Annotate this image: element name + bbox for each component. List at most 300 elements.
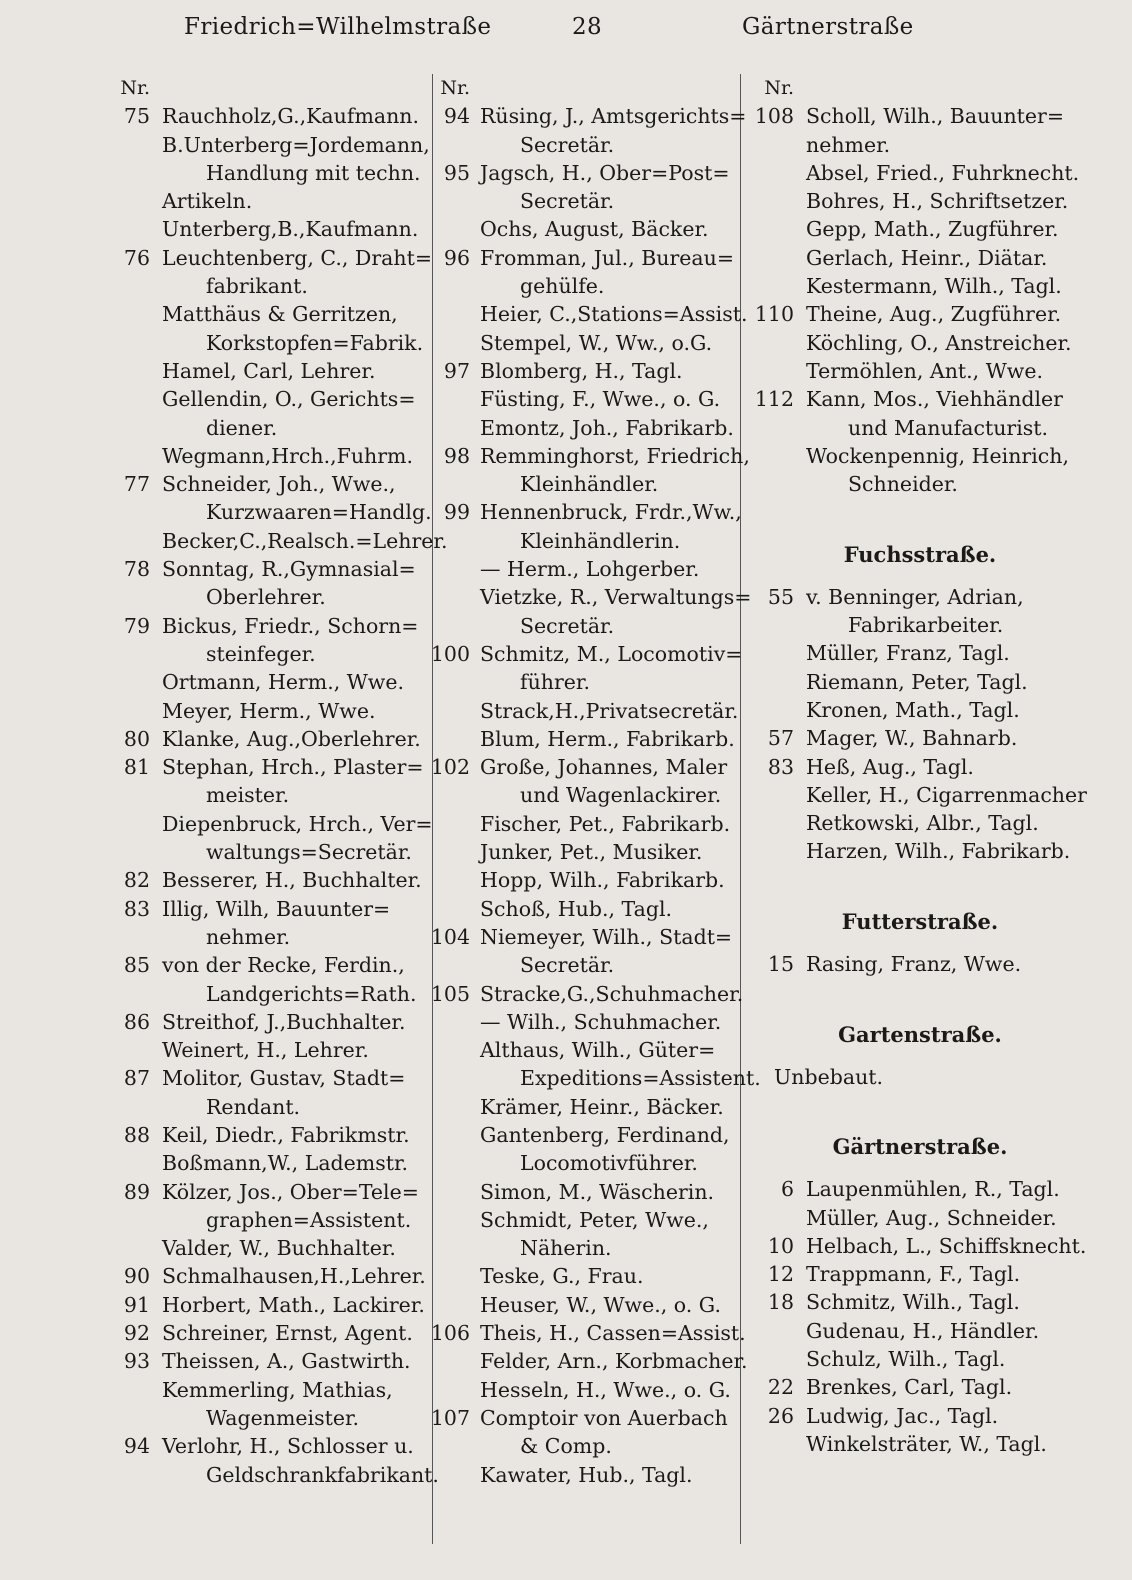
- directory-entry: [106, 442, 424, 470]
- directory-entry: [750, 696, 1090, 724]
- directory-entry: [750, 1402, 1090, 1430]
- directory-entry: [430, 923, 740, 951]
- entry-text: Schneider, Joh., Wwe.,: [162, 472, 396, 497]
- entry-text: Verlohr, H., Schlosser u.: [162, 1434, 414, 1459]
- entry-text: Winkelsträter, W., Tagl.: [806, 1431, 1047, 1456]
- directory-entry: [106, 838, 424, 866]
- entry-text: Strack,H.,Privatsecretär.: [480, 698, 739, 723]
- directory-entry: [430, 272, 740, 300]
- entry-text: Vietzke, R., Verwaltungs=: [480, 585, 752, 610]
- entry-text: Secretär.: [520, 613, 615, 638]
- directory-entry: [430, 1234, 740, 1262]
- house-number: 18: [767, 1290, 794, 1315]
- entry-text: Wegmann,Hrch.,Fuhrm.: [162, 443, 414, 468]
- entry-text: — Wilh., Schuhmacher.: [480, 1009, 722, 1034]
- entry-text: Blomberg, H., Tagl.: [480, 358, 683, 383]
- directory-entry: [430, 1319, 746, 1347]
- directory-entry: [430, 1262, 740, 1290]
- directory-entry: [430, 555, 740, 583]
- entry-text: Secretär.: [520, 189, 615, 214]
- directory-entry: [430, 612, 740, 640]
- entry-text: Riemann, Peter, Tagl.: [806, 669, 1028, 694]
- house-number: 57: [767, 726, 794, 751]
- entry-text: Stracke,G.,Schuhmacher.: [480, 981, 744, 1006]
- directory-entry: [106, 980, 424, 1008]
- entry-text: Geldschrankfabrikant.: [206, 1462, 439, 1487]
- house-number: 95: [443, 160, 470, 185]
- house-number: 99: [443, 500, 470, 525]
- entry-text: Oberlehrer.: [206, 585, 326, 610]
- directory-entry: [750, 131, 1090, 159]
- entry-text: diener.: [206, 415, 278, 440]
- entry-text: Emontz, Joh., Fabrikarb.: [480, 415, 734, 440]
- entry-text: Keil, Diedr., Fabrikmstr.: [162, 1122, 410, 1147]
- entry-text: waltungs=Secretär.: [206, 840, 412, 865]
- house-number: 22: [767, 1375, 794, 1400]
- entry-text: Rüsing, J., Amtsgerichts=: [480, 104, 747, 129]
- entry-text: Junker, Pet., Musiker.: [480, 840, 703, 865]
- entry-text: Hamel, Carl, Lehrer.: [162, 358, 376, 383]
- house-number: 6: [780, 1177, 794, 1202]
- directory-entry: [430, 1121, 740, 1149]
- house-number: 15: [767, 952, 794, 977]
- entry-text: Kestermann, Wilh., Tagl.: [806, 274, 1062, 299]
- directory-entry: [106, 215, 424, 243]
- house-number: 55: [767, 584, 794, 609]
- entry-text: Schmidt, Peter, Wwe.,: [480, 1207, 709, 1232]
- entry-text: Mager, W., Bahnarb.: [806, 726, 1018, 751]
- entry-text: Kemmerling, Mathias,: [162, 1377, 393, 1402]
- directory-entry: [106, 810, 433, 838]
- entry-text: Schmalhausen,H.,Lehrer.: [162, 1264, 426, 1289]
- directory-entry: [750, 1317, 1090, 1345]
- entry-text: Gudenau, H., Händler.: [806, 1318, 1040, 1343]
- entry-text: Locomotivführer.: [520, 1151, 698, 1176]
- directory-entry: [430, 1404, 740, 1432]
- entry-text: Schmitz, M., Locomotiv=: [480, 641, 743, 666]
- directory-entry: [750, 470, 1090, 498]
- directory-entry: [106, 1008, 424, 1036]
- entry-text: Fabrikarbeiter.: [848, 613, 1004, 638]
- house-number: 83: [767, 754, 794, 779]
- house-number: 106: [430, 1321, 470, 1346]
- house-number: 12: [767, 1262, 794, 1287]
- nr-label: Nr.: [120, 77, 150, 99]
- directory-entry: [750, 159, 1090, 187]
- directory-entry: [430, 1008, 740, 1036]
- directory-entry: [430, 1093, 740, 1121]
- directory-entry: [106, 1347, 424, 1375]
- house-number: 94: [123, 1434, 150, 1459]
- directory-entry: [430, 980, 744, 1008]
- house-number: 82: [123, 868, 150, 893]
- entry-text: Trappmann, F., Tagl.: [806, 1262, 1021, 1287]
- directory-entry: [750, 244, 1090, 272]
- house-number: 78: [123, 557, 150, 582]
- directory-entry: [750, 1260, 1090, 1288]
- directory-entry: [106, 1291, 424, 1319]
- entry-text: Schmitz, Wilh., Tagl.: [806, 1290, 1020, 1315]
- column-1: [106, 74, 448, 1489]
- house-number: 79: [123, 613, 150, 638]
- entry-text: und Manufacturist.: [848, 415, 1049, 440]
- directory-entry: [430, 1036, 740, 1064]
- directory-entry: [106, 1319, 424, 1347]
- house-number: 88: [123, 1122, 150, 1147]
- entry-text: Sonntag, R.,Gymnasial=: [162, 557, 416, 582]
- entry-text: Streithof, J.,Buchhalter.: [162, 1009, 406, 1034]
- entry-text: steinfeger.: [206, 641, 316, 666]
- street-heading: Futterstraße.: [841, 909, 999, 935]
- entry-text: Valder, W., Buchhalter.: [162, 1236, 396, 1261]
- house-number: 75: [123, 104, 150, 129]
- directory-entry: [106, 1404, 424, 1432]
- directory-entry: [106, 923, 424, 951]
- entry-text: Weinert, H., Lehrer.: [162, 1038, 369, 1063]
- entry-text: Gantenberg, Ferdinand,: [480, 1122, 730, 1147]
- directory-entry: [750, 781, 1090, 809]
- directory-entry: [430, 951, 740, 979]
- directory-entry: [430, 244, 740, 272]
- entry-text: Simon, M., Wäscherin.: [480, 1179, 715, 1204]
- entry-text: Köchling, O., Anstreicher.: [806, 330, 1072, 355]
- entry-text: Artikeln.: [162, 189, 253, 214]
- spacer: [750, 498, 1090, 526]
- house-number: 93: [123, 1349, 150, 1374]
- entry-text: Fromman, Jul., Bureau=: [480, 245, 735, 270]
- directory-entry: [106, 272, 424, 300]
- house-number: 80: [123, 726, 150, 751]
- directory-entry: [106, 131, 430, 159]
- entry-text: B.Unterberg=Jordemann,: [162, 132, 430, 157]
- entry-text: Heß, Aug., Tagl.: [806, 754, 974, 779]
- entry-text: Ortmann, Herm., Wwe.: [162, 670, 405, 695]
- house-number: 112: [754, 387, 794, 412]
- house-number: 90: [123, 1264, 150, 1289]
- entry-text: Retkowski, Albr., Tagl.: [806, 811, 1039, 836]
- directory-entry: [750, 753, 1090, 781]
- entry-text: fabrikant.: [206, 274, 308, 299]
- directory-entry: [430, 1206, 740, 1234]
- directory-entry: [106, 102, 424, 130]
- directory-entry: [430, 838, 740, 866]
- entry-text: Besserer, H., Buchhalter.: [162, 868, 422, 893]
- entry-text: Füsting, F., Wwe., o. G.: [480, 387, 721, 412]
- entry-text: Diepenbruck, Hrch., Ver=: [162, 811, 433, 836]
- directory-entry: [430, 1432, 740, 1460]
- entry-text: Secretär.: [520, 132, 615, 157]
- house-number: 85: [123, 953, 150, 978]
- entry-text: Heier, C.,Stations=Assist.: [480, 302, 748, 327]
- nr-label-row: [750, 74, 1090, 102]
- entry-text: Hesseln, H., Wwe., o. G.: [480, 1377, 731, 1402]
- directory-entry: [750, 1204, 1090, 1232]
- directory-entry: [750, 300, 1090, 328]
- directory-entry: [430, 810, 740, 838]
- directory-entry: [750, 950, 1090, 978]
- entry-text: Scholl, Wilh., Bauunter=: [806, 104, 1065, 129]
- house-number: 104: [430, 924, 470, 949]
- entry-text: Große, Johannes, Maler: [480, 755, 728, 780]
- entry-text: Schulz, Wilh., Tagl.: [806, 1346, 1006, 1371]
- directory-entry: [430, 725, 740, 753]
- entry-text: gehülfe.: [520, 274, 605, 299]
- entry-text: Rendant.: [206, 1094, 301, 1119]
- entry-text: Theissen, A., Gastwirth.: [162, 1349, 411, 1374]
- nr-label: Nr.: [764, 77, 794, 99]
- entry-text: Matthäus & Gerritzen,: [162, 302, 398, 327]
- directory-entry: [430, 1178, 740, 1206]
- directory-entry: [106, 1178, 424, 1206]
- directory-entry: [106, 1121, 424, 1149]
- entry-text: Absel, Fried., Fuhrknecht.: [806, 160, 1080, 185]
- house-number: 91: [123, 1292, 150, 1317]
- entry-text: Meyer, Herm., Wwe.: [162, 698, 376, 723]
- entry-text: Schreiner, Ernst, Agent.: [162, 1321, 413, 1346]
- directory-entry: [750, 102, 1090, 130]
- header-right-street: Gärtnerstraße: [742, 14, 914, 40]
- directory-entry: [750, 1063, 1090, 1091]
- directory-entry: [750, 272, 1090, 300]
- house-number: 105: [430, 981, 470, 1006]
- directory-entry: [106, 470, 424, 498]
- directory-entry: [750, 1288, 1090, 1316]
- entry-text: graphen=Assistent.: [206, 1207, 412, 1232]
- entry-text: Felder, Arn., Korbmacher.: [480, 1349, 748, 1374]
- entry-text: Theis, H., Cassen=Assist.: [480, 1321, 746, 1346]
- directory-entry: [106, 1206, 424, 1234]
- directory-entry: [106, 640, 424, 668]
- directory-entry: [750, 1430, 1090, 1458]
- directory-entry: [430, 300, 748, 328]
- entry-text: Kann, Mos., Viehhändler: [806, 387, 1063, 412]
- directory-entry: [106, 159, 424, 187]
- entry-text: Gepp, Math., Zugführer.: [806, 217, 1059, 242]
- directory-entry: [430, 1149, 740, 1177]
- entry-text: Harzen, Wilh., Fabrikarb.: [806, 839, 1071, 864]
- entry-text: Hopp, Wilh., Fabrikarb.: [480, 868, 725, 893]
- directory-entry: [106, 300, 424, 328]
- directory-entry: [106, 753, 424, 781]
- directory-entry: [430, 215, 740, 243]
- directory-entry: [106, 357, 424, 385]
- directory-entry: [430, 527, 740, 555]
- entry-text: Krämer, Heinr., Bäcker.: [480, 1094, 724, 1119]
- entry-text: Keller, H., Cigarrenmacher: [806, 782, 1087, 807]
- entry-text: nehmer.: [206, 924, 291, 949]
- directory-entry: [750, 668, 1090, 696]
- directory-entry: [430, 131, 740, 159]
- directory-entry: [106, 555, 424, 583]
- entry-text: Blum, Herm., Fabrikarb.: [480, 726, 735, 751]
- house-number: 86: [123, 1009, 150, 1034]
- directory-entry: [750, 329, 1090, 357]
- directory-entry: [430, 1347, 748, 1375]
- column-2: [430, 74, 761, 1489]
- directory-entry: [106, 697, 424, 725]
- directory-entry: [430, 102, 747, 130]
- directory-entry: [430, 414, 740, 442]
- directory-entry: [750, 1345, 1090, 1373]
- entry-text: Althaus, Wilh., Güter=: [480, 1038, 716, 1063]
- entry-text: Bickus, Friedr., Schorn=: [162, 613, 419, 638]
- directory-entry: [430, 329, 740, 357]
- directory-entry: [430, 583, 752, 611]
- entry-text: Molitor, Gustav, Stadt=: [162, 1066, 406, 1091]
- street-heading: Gärtnerstraße.: [832, 1134, 1008, 1160]
- street-heading: Gartenstraße.: [838, 1021, 1002, 1047]
- entry-text: Schoß, Hub., Tagl.: [480, 896, 673, 921]
- directory-entry: [106, 612, 424, 640]
- directory-entry: [106, 725, 424, 753]
- directory-entry: [430, 498, 740, 526]
- house-number: 94: [443, 104, 470, 129]
- entry-text: Kleinhändler.: [520, 472, 659, 497]
- house-number: 83: [123, 896, 150, 921]
- house-number: 10: [767, 1233, 794, 1258]
- directory-entry: [430, 357, 740, 385]
- entry-text: Brenkes, Carl, Tagl.: [806, 1375, 1013, 1400]
- entry-text: Expeditions=Assistent.: [520, 1066, 761, 1091]
- entry-text: Schneider.: [848, 472, 958, 497]
- street-heading: Fuchsstraße.: [843, 541, 997, 567]
- directory-entry: [430, 470, 740, 498]
- directory-entry: [106, 781, 424, 809]
- entry-text: Horbert, Math., Lackirer.: [162, 1292, 425, 1317]
- directory-entry: [750, 385, 1090, 413]
- directory-entry: [750, 583, 1090, 611]
- directory-entry: [106, 668, 424, 696]
- entry-text: Wagenmeister.: [206, 1405, 360, 1430]
- directory-entry: [106, 895, 424, 923]
- directory-entry: [750, 187, 1090, 215]
- entry-text: Stephan, Hrch., Plaster=: [162, 755, 424, 780]
- directory-entry: [750, 357, 1090, 385]
- entry-text: Jagsch, H., Ober=Post=: [480, 160, 730, 185]
- directory-entry: [750, 1175, 1090, 1203]
- directory-entry: [430, 697, 740, 725]
- nr-label-row: [106, 74, 424, 102]
- house-number: 98: [443, 443, 470, 468]
- entry-text: Klanke, Aug.,Oberlehrer.: [162, 726, 421, 751]
- entry-text: & Comp.: [520, 1434, 612, 1459]
- entry-text: Stempel, W., Ww., o.G.: [480, 330, 713, 355]
- directory-entry: [430, 781, 740, 809]
- entry-text: Unterberg,B.,Kaufmann.: [162, 217, 419, 242]
- directory-entry: [750, 837, 1090, 865]
- directory-entry: [430, 1461, 740, 1489]
- directory-entry: [106, 1064, 424, 1092]
- entry-text: Secretär.: [520, 953, 615, 978]
- entry-text: Bohres, H., Schriftsetzer.: [806, 189, 1069, 214]
- directory-entry: [750, 215, 1090, 243]
- entry-text: und Wagenlackirer.: [520, 783, 722, 808]
- directory-entry: [430, 187, 740, 215]
- directory-entry: [430, 866, 740, 894]
- entry-text: Kurzwaaren=Handlg.: [206, 500, 432, 525]
- house-number: 87: [123, 1066, 150, 1091]
- directory-entry: [430, 640, 743, 668]
- entry-text: Näherin.: [520, 1236, 612, 1261]
- entry-text: Illig, Wilh, Bauunter=: [162, 896, 391, 921]
- house-number: 26: [767, 1403, 794, 1428]
- directory-entry: [106, 1432, 424, 1460]
- entry-text: Landgerichts=Rath.: [206, 981, 417, 1006]
- house-number: 76: [123, 245, 150, 270]
- entry-text: Korkstopfen=Fabrik.: [206, 330, 424, 355]
- directory-entry: [106, 1461, 439, 1489]
- directory-entry: [106, 385, 424, 413]
- entry-text: Müller, Aug., Schneider.: [806, 1205, 1057, 1230]
- house-number: 92: [123, 1321, 150, 1346]
- directory-entry: [106, 498, 432, 526]
- entry-text: Unbebaut.: [774, 1064, 884, 1089]
- entry-text: Helbach, L., Schiffsknecht.: [806, 1233, 1087, 1258]
- spacer: [750, 866, 1090, 894]
- nr-label: Nr.: [440, 77, 470, 99]
- entry-text: Termöhlen, Ant., Wwe.: [806, 358, 1043, 383]
- house-number: 110: [754, 302, 794, 327]
- entry-text: nehmer.: [806, 132, 891, 157]
- entry-text: Rauchholz,G.,Kaufmann.: [162, 104, 420, 129]
- entry-text: Boßmann,W., Lademstr.: [162, 1151, 409, 1176]
- entry-text: Remminghorst, Friedrich,: [480, 443, 750, 468]
- directory-entry: [750, 414, 1090, 442]
- entry-text: Theine, Aug., Zugführer.: [806, 302, 1062, 327]
- house-number: 96: [443, 245, 470, 270]
- entry-text: Laupenmühlen, R., Tagl.: [806, 1177, 1060, 1202]
- directory-entry: [106, 1036, 424, 1064]
- directory-entry: [750, 809, 1090, 837]
- page-number: 28: [572, 14, 603, 40]
- house-number: 100: [430, 641, 470, 666]
- entry-text: Kronen, Math., Tagl.: [806, 697, 1020, 722]
- nr-label-row: [430, 74, 740, 102]
- directory-entry: [750, 611, 1090, 639]
- directory-entry: [106, 414, 424, 442]
- entry-text: Müller, Franz, Tagl.: [806, 641, 1010, 666]
- column-3: [750, 74, 1090, 1458]
- directory-entry: [430, 1376, 740, 1404]
- entry-text: Gerlach, Heinr., Diätar.: [806, 245, 1048, 270]
- entry-text: Ludwig, Jac., Tagl.: [806, 1403, 999, 1428]
- directory-entry: [106, 527, 448, 555]
- entry-text: Fischer, Pet., Fabrikarb.: [480, 811, 731, 836]
- directory-entry: [430, 385, 740, 413]
- directory-entry: [106, 866, 424, 894]
- entry-text: — Herm., Lohgerber.: [480, 557, 700, 582]
- house-number: 97: [443, 358, 470, 383]
- directory-entry: [430, 1064, 761, 1092]
- entry-text: Becker,C.,Realsch.=Lehrer.: [162, 528, 448, 553]
- entry-text: v. Benninger, Adrian,: [806, 584, 1024, 609]
- directory-entry: [106, 1234, 424, 1262]
- entry-text: führer.: [520, 670, 590, 695]
- directory-entry: [106, 1262, 424, 1290]
- spacer: [750, 978, 1090, 1006]
- entry-text: Gellendin, O., Gerichts=: [162, 387, 416, 412]
- entry-text: Kleinhändlerin.: [520, 528, 681, 553]
- spacer: [750, 1091, 1090, 1119]
- entry-text: Leuchtenberg, C., Draht=: [162, 245, 432, 270]
- house-number: 89: [123, 1179, 150, 1204]
- directory-entry: [750, 442, 1090, 470]
- house-number: 81: [123, 755, 150, 780]
- header-left-street: Friedrich=Wilhelmstraße: [184, 14, 492, 40]
- directory-entry: [430, 895, 740, 923]
- entry-text: Rasing, Franz, Wwe.: [806, 952, 1022, 977]
- house-number: 102: [430, 755, 470, 780]
